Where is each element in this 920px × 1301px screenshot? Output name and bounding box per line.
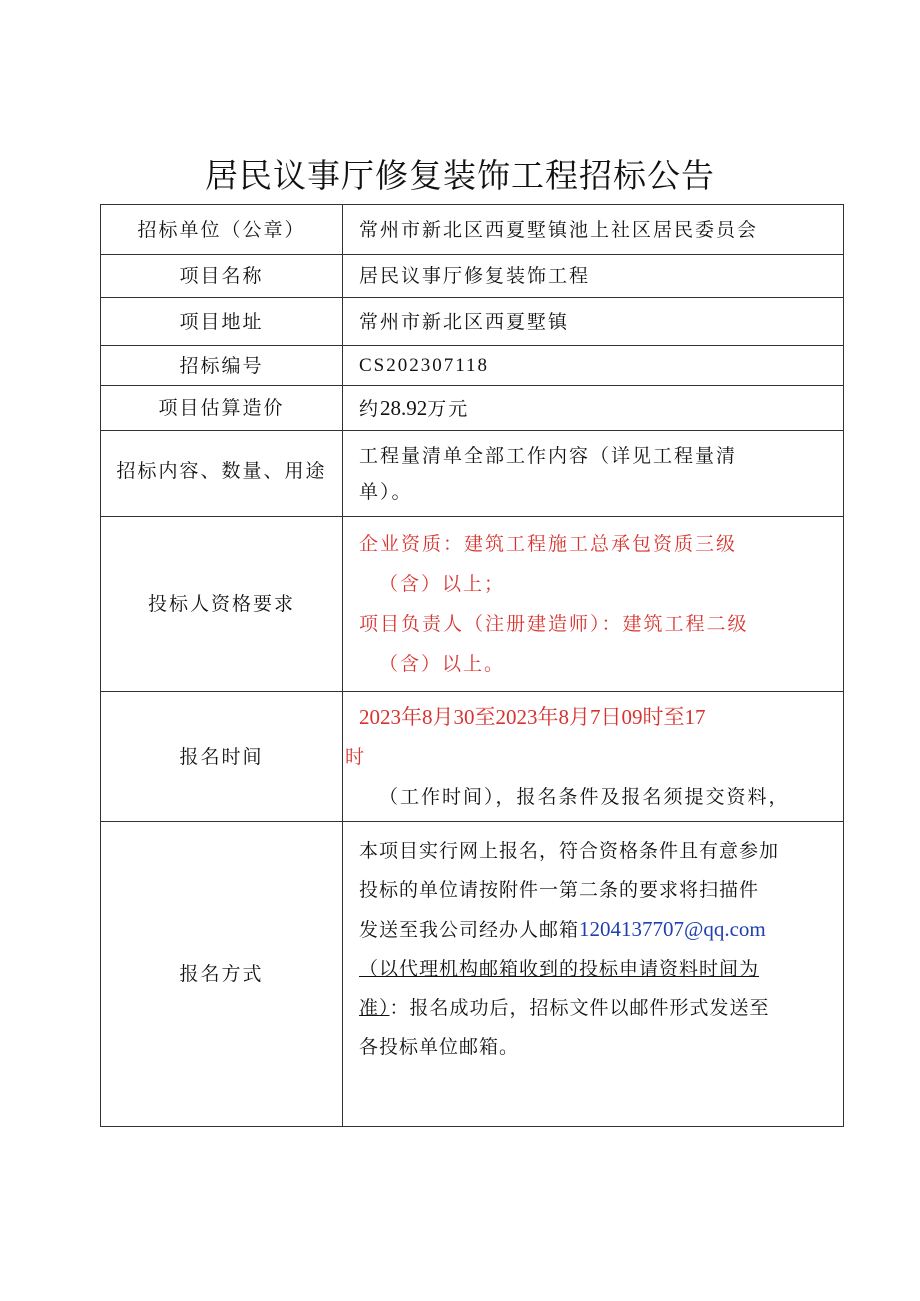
- content-line-1: 工程量清单全部工作内容（详见工程量清: [359, 444, 738, 467]
- label-address: 项目地址: [101, 298, 343, 346]
- row-time: [101, 692, 844, 822]
- value-price: [343, 386, 844, 431]
- row-number: [101, 346, 844, 386]
- method-line-3-text: 发送至我公司经办人邮箱: [359, 919, 580, 941]
- row-method: [101, 822, 844, 1127]
- page-title: 居民议事厅修复装饰工程招标公告: [205, 156, 715, 195]
- time-line-2: 时: [345, 745, 367, 768]
- price-number: 28.92: [380, 395, 428, 420]
- method-line-6: 各投标单位邮箱。: [359, 1036, 520, 1058]
- label-name: 项目名称: [101, 255, 343, 298]
- row-address: [101, 298, 844, 346]
- qualification-line-4: （含）以上。: [379, 653, 506, 675]
- price-prefix: 约: [359, 397, 381, 420]
- value-qualification: [343, 517, 844, 692]
- row-content: [101, 431, 844, 517]
- label-method: 报名方式: [101, 822, 343, 1127]
- method-line-2: 投标的单位请按附件一第二条的要求将扫描件: [359, 879, 760, 901]
- tender-info-table: [100, 204, 844, 1127]
- label-time: 报名时间: [101, 692, 343, 822]
- method-line-4: （以代理机构邮箱收到的投标申请资料时间为: [359, 958, 760, 980]
- qualification-line-1: 企业资质：建筑工程施工总承包资质三级: [359, 533, 738, 555]
- label-qualification: 投标人资格要求: [101, 517, 343, 692]
- label-unit: 招标单位（公章）: [101, 205, 343, 255]
- value-address: 常州市新北区西夏墅镇: [343, 298, 844, 346]
- time-line-1: 2023年8月30至2023年8月7日09时至17: [359, 704, 706, 729]
- row-qualification: [101, 517, 844, 692]
- content-line-2: 单）。: [359, 480, 413, 503]
- label-content: 招标内容、数量、用途: [101, 431, 343, 517]
- value-method: [343, 822, 844, 1127]
- method-line-5: [359, 989, 841, 1028]
- time-line-3: （工作时间），报名条件及报名须提交资料，: [379, 785, 790, 808]
- row-unit: [101, 205, 844, 255]
- row-name: [101, 255, 844, 298]
- label-number: 招标编号: [101, 346, 343, 386]
- value-name: 居民议事厅修复装饰工程: [343, 255, 844, 298]
- method-line-5-underlined: 准）: [359, 997, 390, 1019]
- price-suffix: 万元: [427, 397, 470, 420]
- row-price: [101, 386, 844, 431]
- value-time: [343, 692, 844, 822]
- method-line-5-rest: ：报名成功后，招标文件以邮件形式发送至: [389, 997, 770, 1019]
- value-content: [343, 431, 844, 517]
- method-line-1: 本项目实行网上报名，符合资格条件且有意参加: [359, 840, 780, 862]
- qualification-line-2: （含）以上；: [379, 573, 506, 595]
- qualification-line-3: 项目负责人（注册建造师）：建筑工程二级: [359, 613, 749, 635]
- method-line-3: [359, 910, 841, 950]
- value-number: CS202307118: [343, 346, 844, 386]
- contact-email-link[interactable]: 1204137707@qq.com: [579, 917, 766, 941]
- label-price: 项目估算造价: [101, 386, 343, 431]
- value-unit: 常州市新北区西夏墅镇池上社区居民委员会: [343, 205, 844, 255]
